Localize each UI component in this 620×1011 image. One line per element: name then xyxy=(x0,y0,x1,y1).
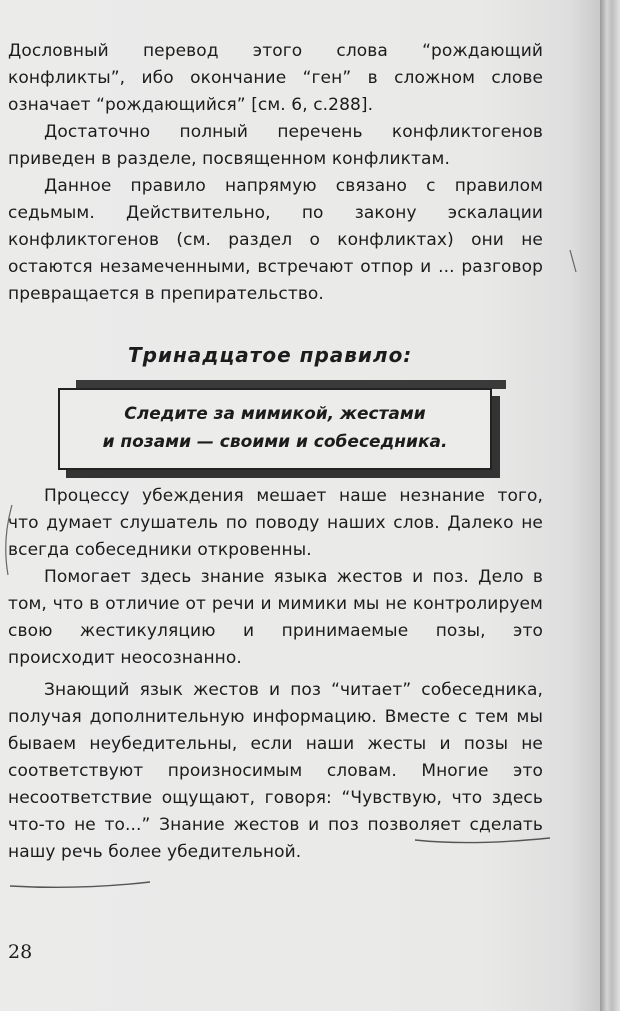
paragraph-conflict-list: Достаточно полный перечень конфликтогенов приведен в разделе, посвященном конфликтам. xyxy=(8,122,543,169)
book-spine xyxy=(600,0,620,1011)
rule-line-1: Следите за мимикой, жестами xyxy=(124,404,426,424)
paragraph-reading-interlocutor: Знающий язык жестов и поз “читает” собеседника, получая дополнительную информацию. Вместе с тем мы бываем неубедительны, если наши жесты и позы не соответствуют произносимым словам. Многие это несоответствие ощущают, говоря: “Чувствую, что здесь что-то не то...” Знание жестов и поз позволяет сделать нашу речь более убедительной. xyxy=(8,680,543,862)
paragraph-rule-seven: Данное правило напрямую связано с правилом седьмым. Действительно, по закону эскалации конфликтогенов (см. раздел о конфликтах) они не остаются незамеченными, встречают отпор и ... разговор превращается в препирательство. xyxy=(8,176,543,304)
rule-line-2: и позами — своими и собеседника. xyxy=(102,432,448,452)
page-number: 28 xyxy=(8,941,33,963)
paragraph-translation: Дословный перевод этого слова “рождающий конфликты”, ибо окончание “ген” в сложном слове означает “рождающийся” [см. 6, с.288]. xyxy=(8,41,543,115)
section-heading: Тринадцатое правило: xyxy=(128,343,413,367)
paragraph-persuasion: Процессу убеждения мешает наше незнание того, что думает слушатель по поводу наших слов. Далеко не всегда собеседники откровенны. xyxy=(8,486,543,560)
paragraph-body-language: Помогает здесь знание языка жестов и поз. Дело в том, что в отличие от речи и мимики мы не контролируем свою жестикуляцию и принимаемые позы, это происходит неосознанно. xyxy=(8,567,543,668)
rule-text xyxy=(60,400,490,456)
rule-box xyxy=(58,388,492,470)
